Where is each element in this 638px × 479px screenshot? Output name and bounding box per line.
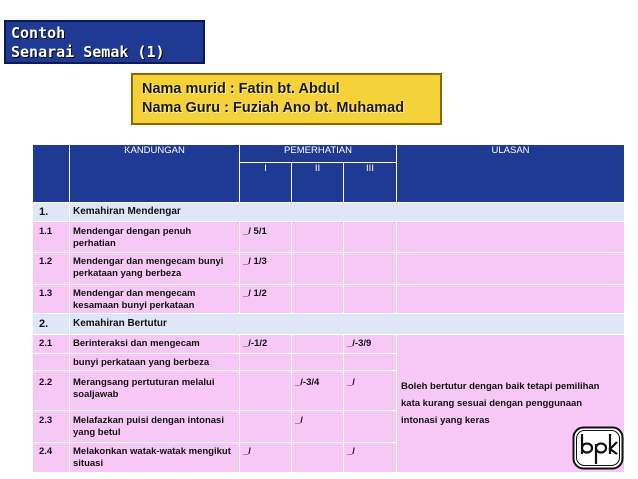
table-row xyxy=(33,335,625,354)
section-title: Kemahiran Bertutur xyxy=(70,314,625,335)
row-number: 1.1 xyxy=(33,222,70,253)
bpk-logo xyxy=(572,426,624,470)
row-number xyxy=(33,354,70,371)
row-mark-2 xyxy=(292,443,344,473)
row-mark-2: _/-3/4 xyxy=(292,371,344,411)
row-ulasan xyxy=(397,222,625,253)
row-mark-3: _/-3/9 xyxy=(344,335,397,354)
row-number: 2.4 xyxy=(33,443,70,473)
header-kandungan: KANDUNGAN xyxy=(70,145,240,203)
row-mark-3 xyxy=(344,411,397,443)
teacher-name: Nama Guru : Fuziah Ano bt. Muhamad xyxy=(142,100,405,116)
row-mark-1: _/ 1/3 xyxy=(240,253,292,285)
row-mark-1 xyxy=(240,371,292,411)
row-mark-1: _/-1/2 xyxy=(240,335,292,354)
row-mark-2 xyxy=(292,253,344,285)
row-mark-1 xyxy=(240,354,292,371)
checklist-table xyxy=(32,144,625,473)
table-row xyxy=(33,285,625,314)
row-mark-2 xyxy=(292,335,344,354)
row-number: 2.2 xyxy=(33,371,70,411)
header-pemerhatian: PEMERHATIAN xyxy=(240,145,397,163)
row-description: Mendengar dan mengecam kesamaan bunyi perkataan xyxy=(70,285,240,314)
row-mark-3: _/ xyxy=(344,371,397,411)
row-mark-3 xyxy=(344,222,397,253)
row-description: Melafazkan puisi dengan intonasi yang betul xyxy=(70,411,240,443)
row-description: Melakonkan watak-watak mengikut situasi xyxy=(70,443,240,473)
table-row xyxy=(33,222,625,253)
row-description: Berinteraksi dan mengecam xyxy=(70,335,240,354)
row-mark-3 xyxy=(344,354,397,371)
student-info-box xyxy=(131,73,442,125)
row-description: Mendengar dan mengecam bunyi perkataan yang berbeza xyxy=(70,253,240,285)
header-ulasan: ULASAN xyxy=(397,145,625,203)
row-mark-2 xyxy=(292,285,344,314)
section-title: Kemahiran Mendengar xyxy=(70,203,625,222)
row-description: bunyi perkataan yang berbeza xyxy=(70,354,240,371)
row-mark-2: _/ xyxy=(292,411,344,443)
section-row xyxy=(33,203,625,222)
slide-title-line1: Contoh xyxy=(11,24,66,42)
student-name: Nama murid : Fatin bt. Abdul xyxy=(142,81,340,97)
row-mark-2 xyxy=(292,222,344,253)
header-col-1: I xyxy=(240,163,292,203)
row-number: 2.3 xyxy=(33,411,70,443)
row-mark-3 xyxy=(344,253,397,285)
section-number: 2. xyxy=(33,314,70,335)
ulasan-comment: Boleh bertutur dengan baik tetapi pemilihan kata kurang sesuai dengan penggunaan intonasi yang keras xyxy=(397,335,625,473)
slide-title xyxy=(4,20,205,64)
row-description: Merangsang pertuturan melalui soaljawab xyxy=(70,371,240,411)
table-row xyxy=(33,253,625,285)
row-mark-2 xyxy=(292,354,344,371)
header-col-3: III xyxy=(344,163,397,203)
row-number: 1.2 xyxy=(33,253,70,285)
row-mark-3 xyxy=(344,285,397,314)
row-description: Mendengar dengan penuh perhatian xyxy=(70,222,240,253)
row-mark-1: _/ xyxy=(240,443,292,473)
header-number xyxy=(33,145,70,203)
row-number: 1.3 xyxy=(33,285,70,314)
section-row xyxy=(33,314,625,335)
row-mark-1 xyxy=(240,411,292,443)
row-mark-3: _/ xyxy=(344,443,397,473)
row-mark-1: _/ 1/2 xyxy=(240,285,292,314)
slide-title-line2: Senarai Semak (1) xyxy=(11,43,165,61)
row-ulasan xyxy=(397,285,625,314)
row-mark-1: _/ 5/1 xyxy=(240,222,292,253)
header-col-2: II xyxy=(292,163,344,203)
row-ulasan xyxy=(397,253,625,285)
section-number: 1. xyxy=(33,203,70,222)
row-number: 2.1 xyxy=(33,335,70,354)
